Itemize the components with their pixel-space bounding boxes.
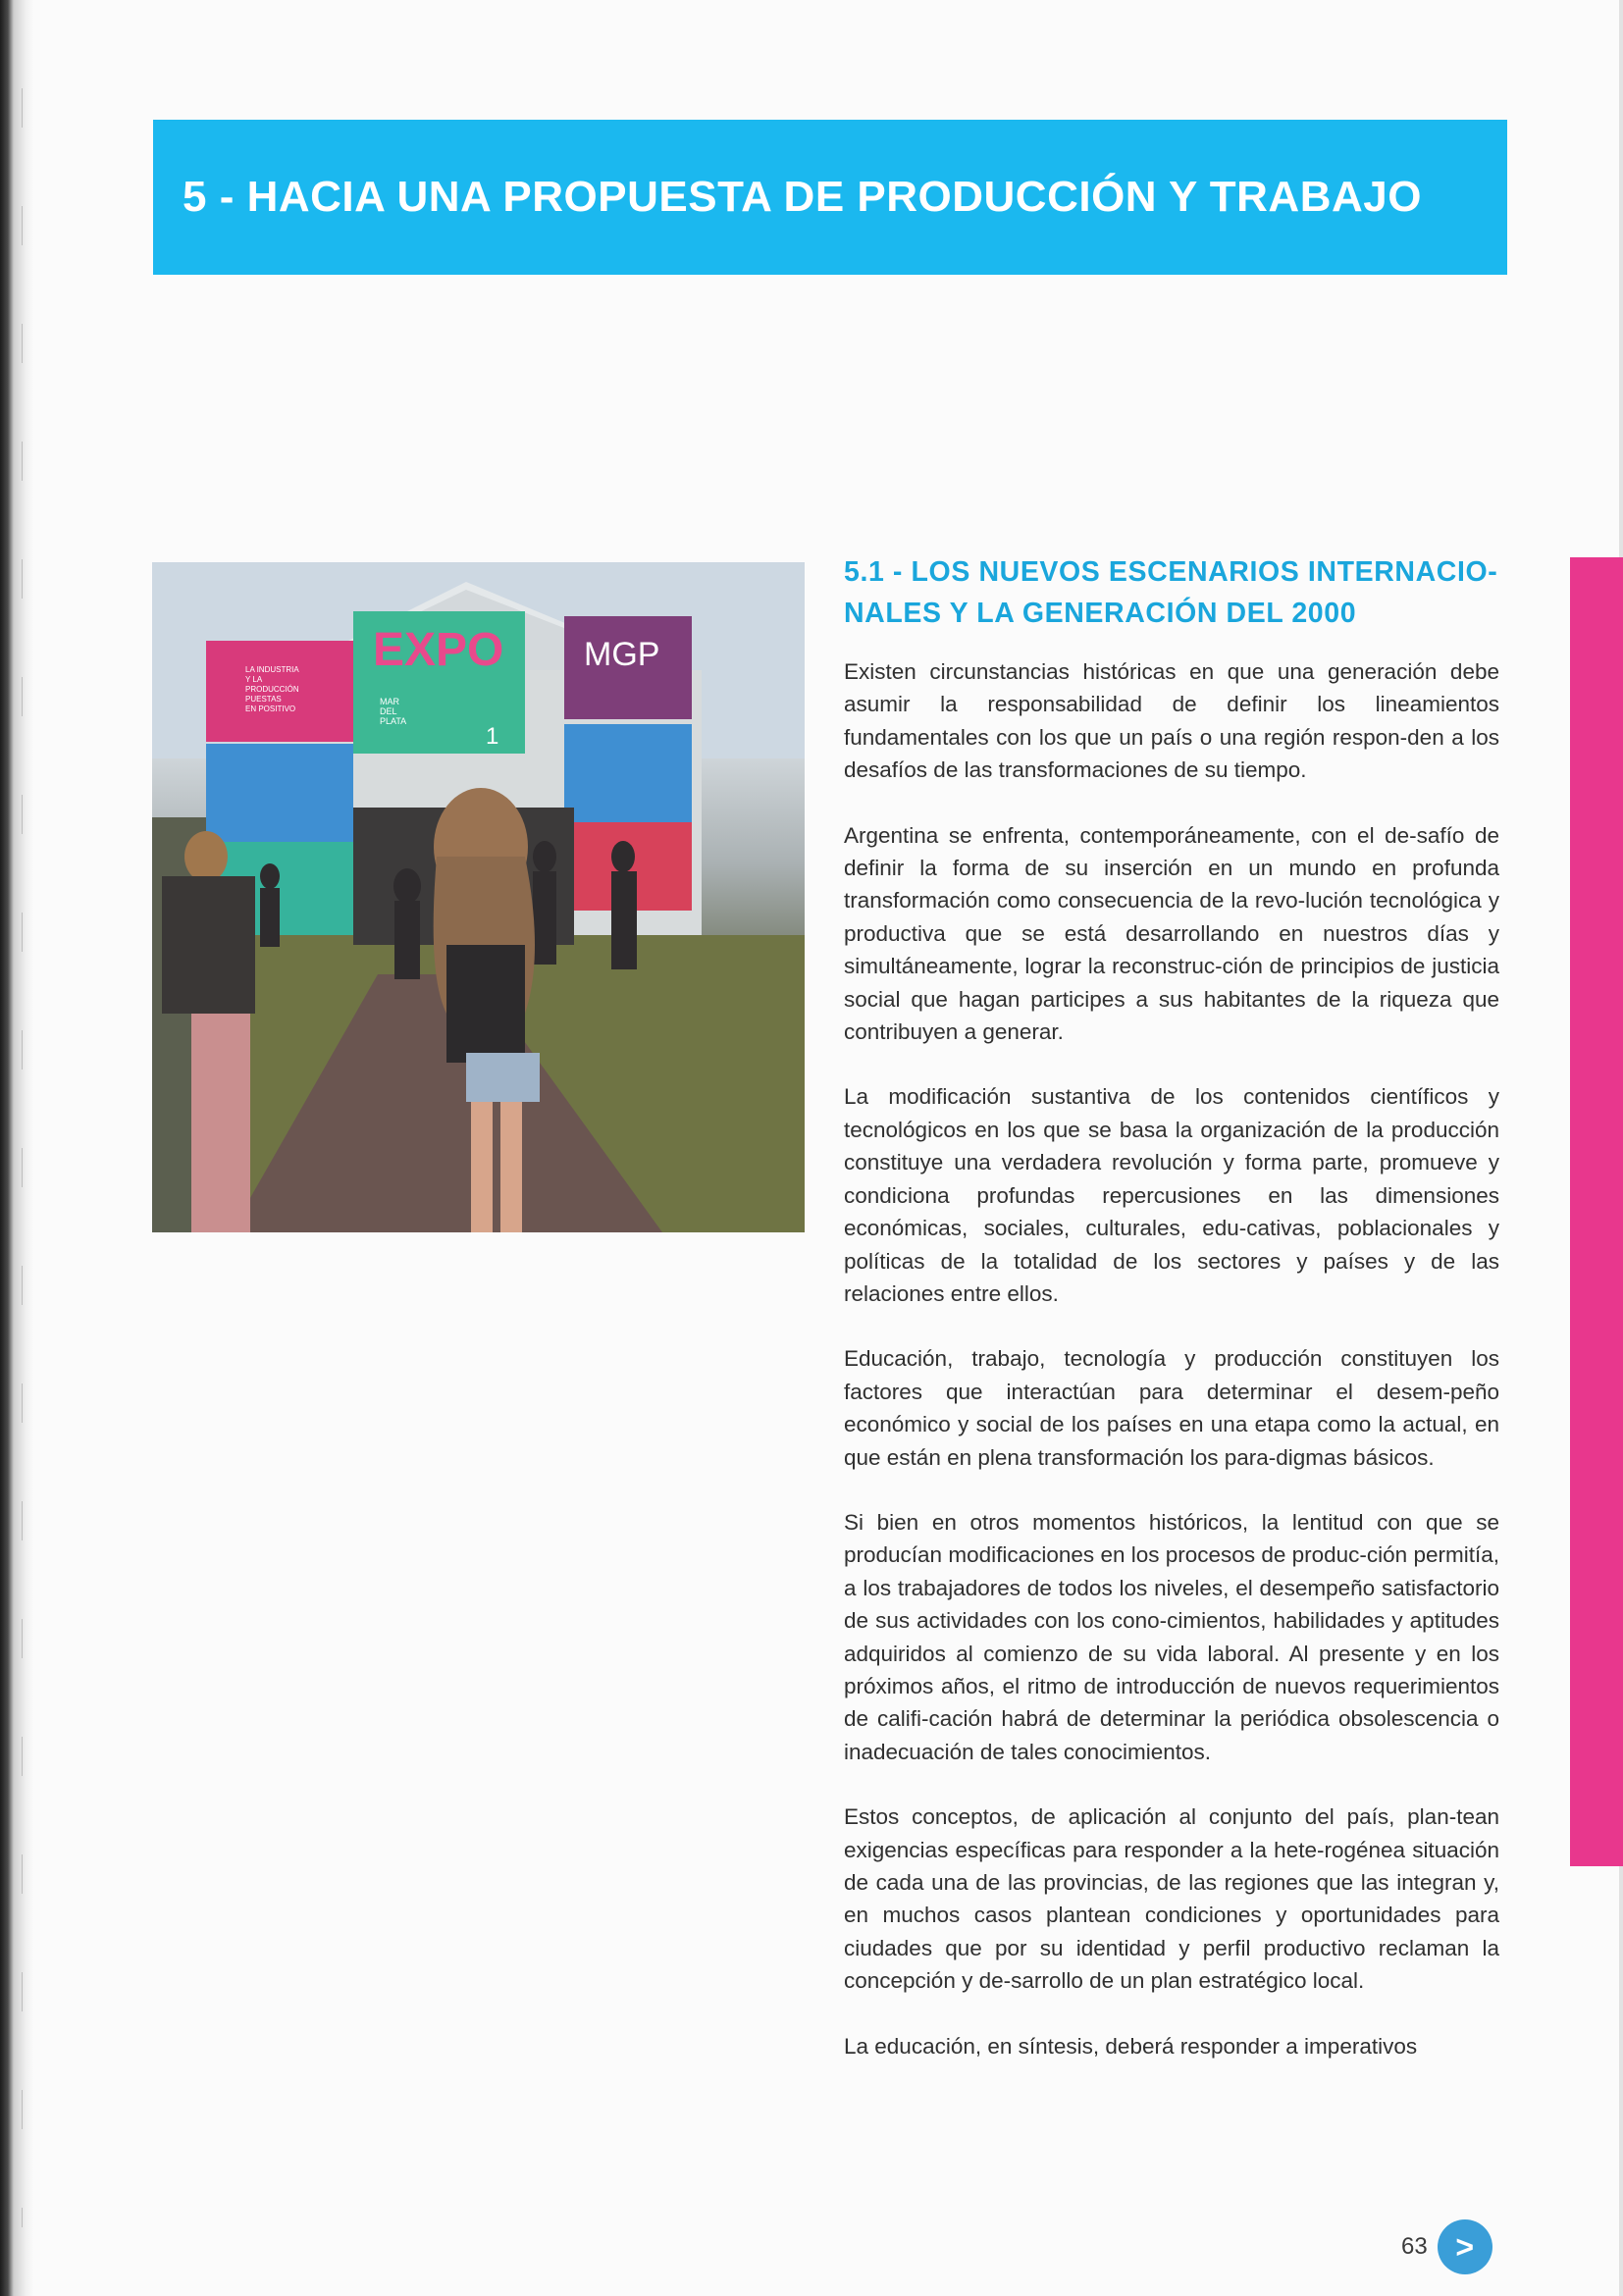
paragraph-6: Estos conceptos, de aplicación al conjunto del país, plan-tean exigencias específicas para responder a la hete-rogénea situación de cada una de las provincias, de las regiones que las integran y, en muchos casos plantean condiciones y oportunidades para ciudades que por su identidad y perfil productivo reclaman la concepción y de-sarrollo de un plan estratégico local. <box>844 1804 1499 1994</box>
section-heading-line2: NALES Y LA GENERACIÓN DEL 2000 <box>844 598 1357 629</box>
pabellon-number: 1 <box>486 723 499 750</box>
section-accent-tab <box>1570 557 1623 1866</box>
paragraph-1: Existen circunstancias históricas en que una generación debe asumir la responsabilidad de definir los lineamientos fundamentales con los que un país o una región respon-den a los desafíos de las transformaciones de su tiempo. <box>844 659 1499 783</box>
book-spine-shadow <box>0 0 33 2296</box>
sign-left-text: LA INDUSTRIA Y LA PRODUCCIÓN PUESTAS EN POSITIVO <box>245 665 299 713</box>
mar-del-plata-text: MAR DEL PLATA <box>380 697 407 726</box>
paragraph-5: Si bien en otros momentos históricos, la lentitud con que se producían modificaciones en los procesos de produc-ción permitía, a los trabajadores de todos los niveles, el desempeño satisfactorio de sus actividades con los cono-cimientos, habilidades y aptitudes adquiridos al comienzo de su vida laboral. Al presente y en los próximos años, el ritmo de introducción de nuevos requerimientos de califi-cación habrá de determinar la periódica obsolescencia o inadecuación de tales conocimientos. <box>844 1509 1499 1764</box>
page-fold-line <box>22 88 23 2227</box>
expo-event-photo <box>152 562 805 1232</box>
mgp-sign-text: MGP <box>584 636 660 673</box>
chapter-title-bar <box>153 120 1507 275</box>
paragraph-2: Argentina se enfrenta, contemporáneamente, con el de-safío de definir la forma de su inserción en un mundo en profunda transformación como consecuencia de la revo-lución tecnológica y productiva que se está desarrollando en nuestros días y simultáneamente, lograr la reconstruc-ción de principios de justicia social que hagan participes a sus habitantes de la riqueza que contribuyen a generar. <box>844 822 1499 1045</box>
page-footer <box>1401 2219 1492 2274</box>
section-heading-line1: 5.1 - LOS NUEVOS ESCENARIOS INTERNACIO- <box>844 556 1498 588</box>
paragraph-3: La modificación sustantiva de los contenidos científicos y tecnológicos en los que se basa la organización de la producción constituye una verdadera revolución y forma parte, promueve y condiciona profundas repercusiones en las dimensiones económicas, sociales, culturales, edu-cativas, poblacionales y políticas de la totalidad de los sectores y países y de las relaciones entre ellos. <box>844 1084 1499 1306</box>
section-heading <box>844 551 1499 634</box>
paragraph-7: La educación, en síntesis, deberá responder a imperativos <box>844 2033 1418 2059</box>
paragraph-4: Educación, trabajo, tecnología y producción constituyen los factores que interactúan para determinar el desem-peño económico y social de los países en una etapa como la actual, en que están en plena transformación los para-digmas básicos. <box>844 1346 1499 1470</box>
expo-sign-text: EXPO <box>373 624 504 676</box>
page-number: 63 <box>1401 2233 1428 2260</box>
next-page-button[interactable] <box>1438 2219 1492 2274</box>
section-content <box>844 551 1499 2062</box>
chapter-title: 5 - HACIA UNA PROPUESTA DE PRODUCCIÓN Y TRABAJO <box>183 173 1422 221</box>
chevron-right-icon: > <box>1455 2229 1475 2265</box>
